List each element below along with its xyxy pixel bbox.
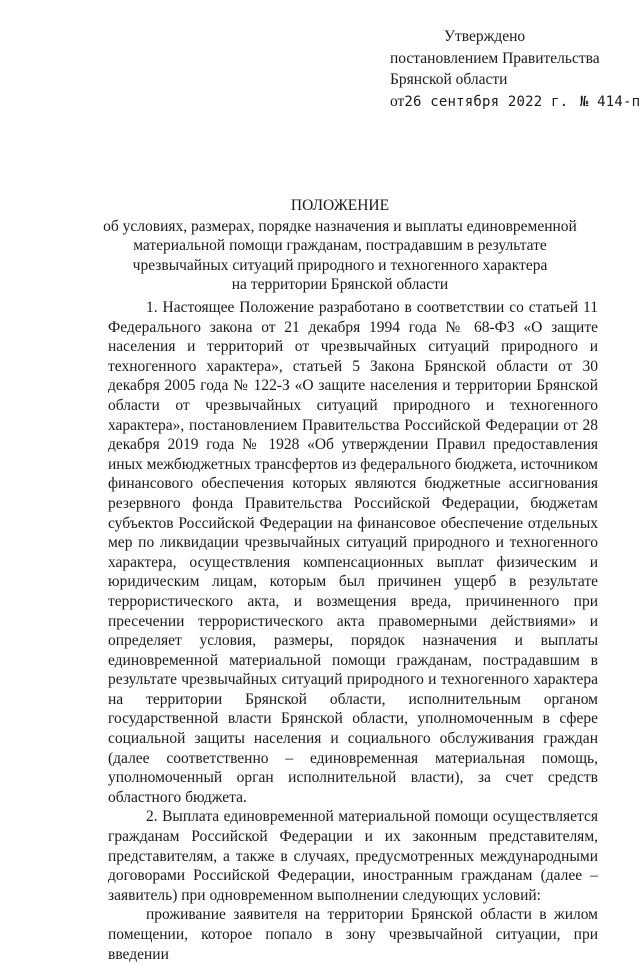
document-body [108,298,598,964]
title-line-2: материальной помощи гражданам, пострадавшим в результате [133,237,547,254]
title-line-1: об условиях, размерах, порядке назначения и выплаты единовременной [103,217,577,235]
approval-block [390,26,638,113]
document-title [100,196,580,295]
approval-authority: постановлением Правительства [390,49,600,67]
paragraph-2: 2. Выплата единовременной материальной помощи осуществляется гражданам Российской Федерации и их законным представителям, представителям, а также в случаях, предусмотренных международными договорами Российской Федерации, иностранным гражданам (далее – заявитель) при одновременном выполнении следующих условий: [108,808,598,904]
approval-date: 26 сентября 2022 г. [404,93,569,110]
approval-label: Утверждено [444,28,526,45]
approval-region: Брянской области [390,71,508,88]
paragraph-1: 1. Настоящее Положение разработано в соответствии со статьей 11 Федерального закона от 21 декабря 1994 года № 68-ФЗ «О защите населения и территорий от чрезвычайных ситуаций природного и техногенного характера», статьей 5 Закона Брянской области от 30 декабря 2005 года № 122-З «О защите населения и территории Брянской области от чрезвычайных ситуаций природного и техногенного характера», постановлением Правительства Российской Федерации от 28 декабря 2019 года № 1928 «Об утверждении Правил предоставления иных межбюджетных трансфертов из федерального бюджета, источником финансового обеспечения которых являются бюджетные ассигнования резервного фонда Правительства Российской Федерации, бюджетам субъектов Российской Федерации на финансовое обеспечение отдельных мер по ликвидации чрезвычайных ситуаций природного и техногенного характера, осуществления компенсационных выплат физическим и юридическим лицам, которым был причинен ущерб в результате террористического акта, и возмещения вреда, причиненного при пресечении террористического акта правомерными действиями» и определяет условия, размеры, порядок назначения и выплаты единовременной материальной помощи гражданам, пострадавшим в результате чрезвычайных ситуаций природного и техногенного характера на территории Брянской области, исполнительным органом государственной власти Брянской области, уполномоченным в сфере социальной защиты населения и социального обслуживания граждан (далее соответственно – единовременная материальная помощь, уполномоченный орган исполнительной власти), за счет средств областного бюджета. [108,299,598,806]
approval-date-prefix: от [390,92,405,110]
title-line-3: чрезвычайных ситуаций природного и техногенного характера [132,256,548,274]
approval-number: № 414-п [579,93,640,110]
title-heading: ПОЛОЖЕНИЕ [290,197,390,214]
title-line-4: на территории Брянской области [231,276,449,293]
approval-date-line [390,91,638,114]
paragraph-3: проживание заявителя на территории Брянской области в жилом помещении, которое попало в зону чрезвычайной ситуации, при введении [108,906,598,963]
